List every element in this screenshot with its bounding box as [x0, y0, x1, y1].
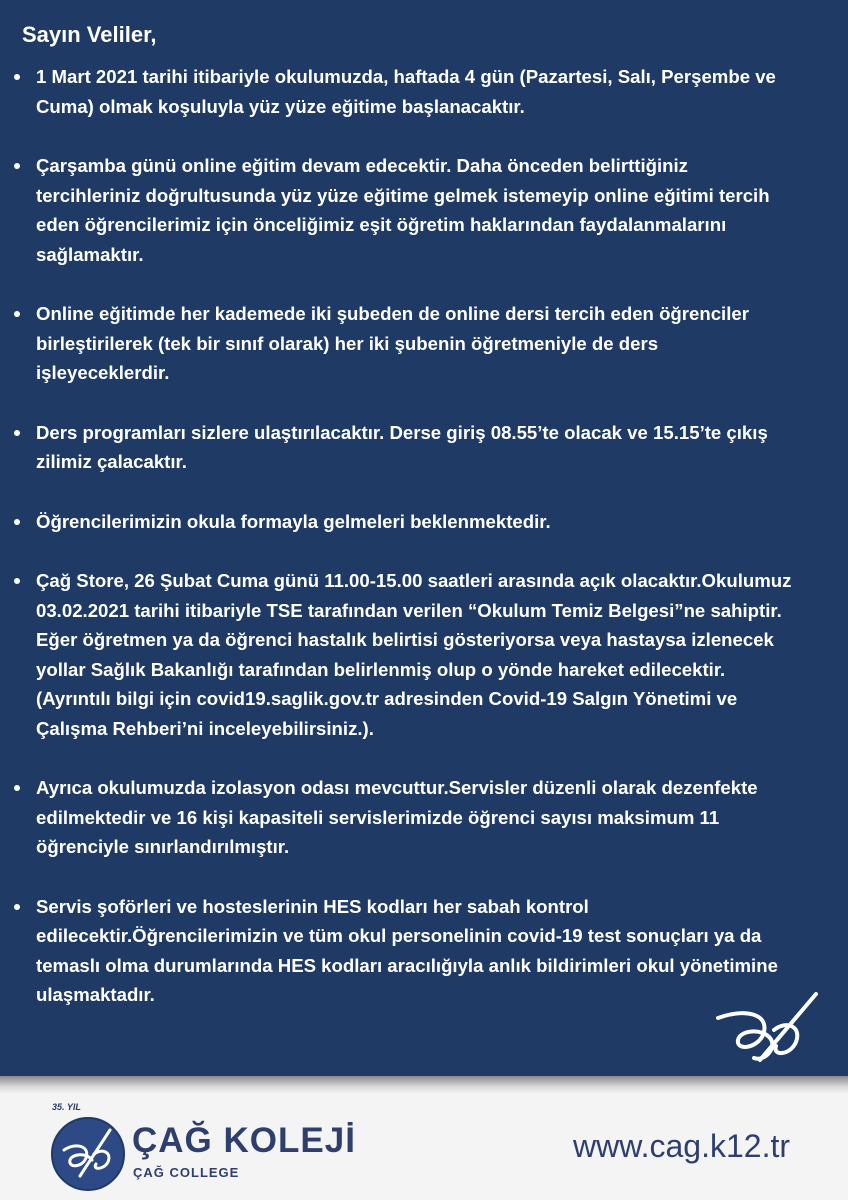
- bullet-item-1: 1 Mart 2021 tarihi itibariyle okulumuzda, haftada 4 gün (Pazartesi, Salı, Perşembe ve Cuma) olmak koşuluyla yüz yüze eğitime başlanacaktır.: [0, 62, 848, 121]
- bullet-item-4: Ders programları sizlere ulaştırılacaktır. Derse giriş 08.55’te olacak ve 15.15’te çıkış zilimiz çalacaktır.: [0, 418, 848, 477]
- signature-icon: [716, 990, 824, 1070]
- bullet-item-6: Çağ Store, 26 Şubat Cuma günü 11.00-15.00 saatleri arasında açık olacaktır.Okulumuz 03.02.2021 tarihi itibariyle TSE tarafından verilen “Okulum Temiz Belgesi”ne sahiptir. Eğer öğretmen ya da öğrenci hastalık belirtisi gösteriyorsa veya hastaysa izlenecek yollar Sağlık Bakanlığı tarafından belirlenmiş olup o yönde hareket edilecektir. (Ayrıntılı bilgi için covid19.saglik.gov.tr adresinden Covid-19 Salgın Yönetimi ve Çalışma Rehberi’ni inceleyebilirsiniz.).: [0, 566, 848, 743]
- footer-divider: [0, 1076, 848, 1094]
- brand-name: ÇAĞ KOLEJİ: [132, 1121, 356, 1160]
- bullet-item-7: Ayrıca okulumuzda izolasyon odası mevcuttur.Servisler düzenli olarak dezenfekte edilmektedir ve 16 kişi kapasiteli servislerimizde öğrenci sayısı maksimum 11 öğrenciyle sınırlandırılmıştır.: [0, 773, 848, 862]
- anniversary-label: 35. YIL: [52, 1102, 81, 1112]
- bullet-item-5: Öğrencilerimizin okula formayla gelmeleri beklenmektedir.: [0, 507, 848, 537]
- bullet-item-2: Çarşamba günü online eğitim devam edecektir. Daha önceden belirttiğiniz tercihleriniz doğrultusunda yüz yüze eğitime gelmek istemeyip online eğitimi tercih eden öğrencilerimiz için önceliğimiz eşit öğretim haklarından faydalanmalarını sağlamaktır.: [0, 151, 848, 269]
- bullet-item-8: Servis şoförleri ve hosteslerinin HES kodları her sabah kontrol edilecektir.Öğrencilerimizin ve tüm okul personelinin covid-19 test sonuçları ya da temaslı olma durumlarında HES kodları aracılığıyla anlık bildirimleri okul yönetimine ulaşmaktadır.: [0, 892, 848, 1010]
- bullet-item-3: Online eğitimde her kademede iki şubeden de online dersi tercih eden öğrenciler birleştirilerek (tek bir sınıf olarak) her iki şubenin öğretmeniyle de ders işleyeceklerdir.: [0, 299, 848, 388]
- greeting: Sayın Veliler,: [22, 22, 157, 47]
- website-link[interactable]: www.cag.k12.tr: [573, 1128, 790, 1164]
- cag-college-emblem-icon: [50, 1116, 126, 1192]
- announcement-list: [0, 62, 848, 1040]
- brand-subtitle: ÇAĞ COLLEGE: [133, 1165, 240, 1180]
